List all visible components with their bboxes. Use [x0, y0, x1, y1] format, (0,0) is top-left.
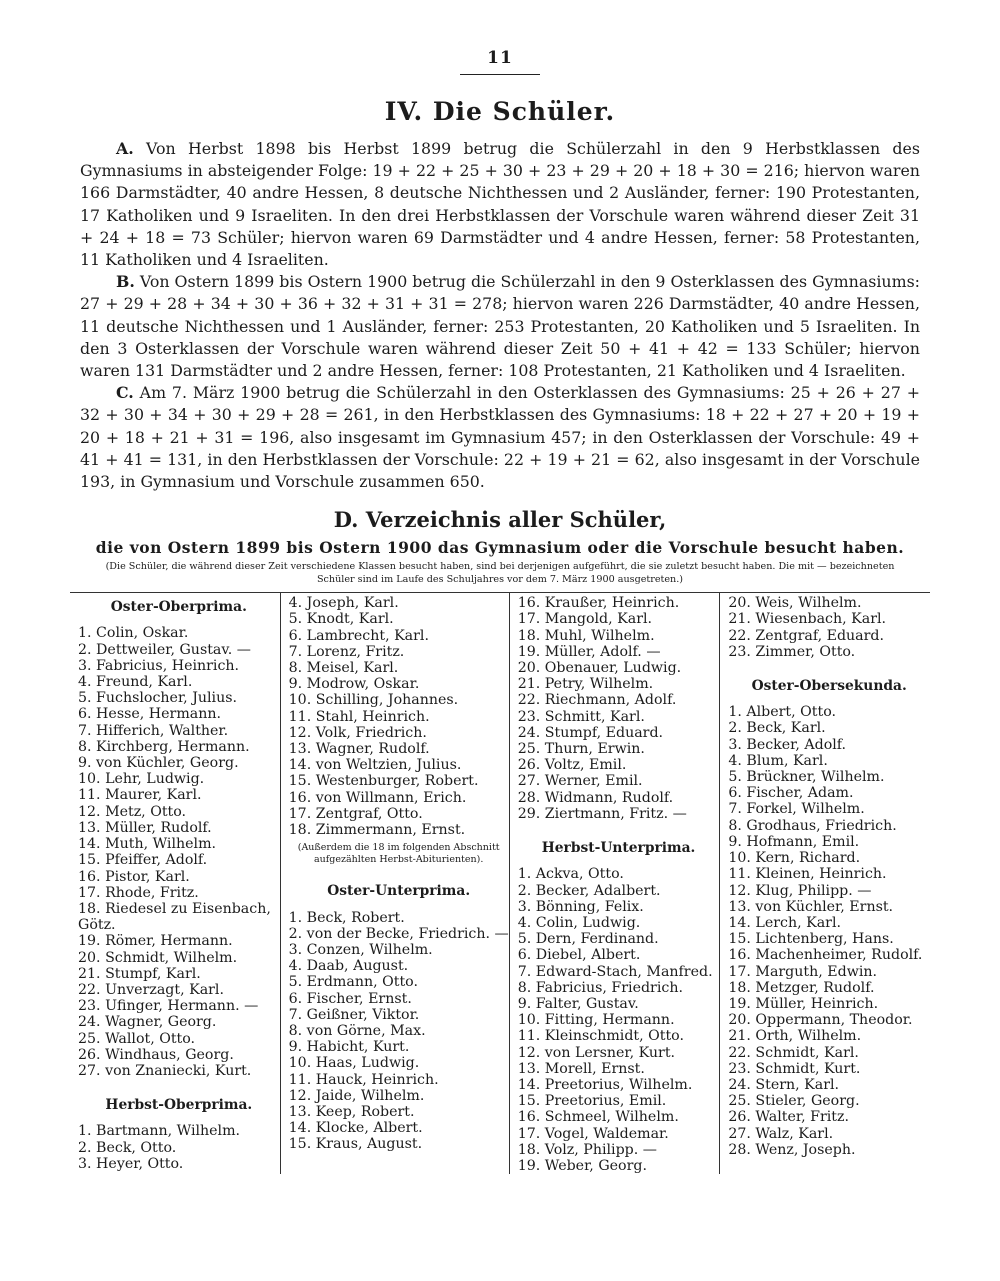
student-entry: 21. Orth, Wilhelm.: [728, 1028, 862, 1045]
student-entry: 9. Falter, Gustav.: [517, 995, 639, 1012]
student-entry: 6. Fischer, Ernst.: [288, 990, 412, 1007]
student-entry: 27. Werner, Emil.: [517, 773, 643, 790]
paragraph: [80, 382, 920, 493]
document-page: [78, 48, 923, 1174]
student-entry: 13. Morell, Ernst.: [517, 1060, 645, 1077]
student-entry: 3. Bönning, Felix.: [517, 898, 644, 915]
student-entry: 4. Freund, Karl.: [78, 674, 193, 691]
paragraph-label: C.: [116, 383, 134, 403]
page-number: 11: [487, 48, 513, 68]
student-entry: 9. Hofmann, Emil.: [728, 833, 860, 850]
student-entry: 16. Machenheimer, Rudolf.: [728, 947, 923, 964]
student-entry: 3. Heyer, Otto.: [78, 1155, 184, 1172]
student-entry: 28. Widmann, Rudolf.: [517, 789, 674, 806]
student-entry: 18. Zimmermann, Ernst.: [288, 822, 466, 839]
student-entry: 16. Kraußer, Heinrich.: [517, 595, 680, 612]
student-entry: 15. Kraus, August.: [288, 1136, 423, 1153]
student-entry: 7. Edward-Stach, Manfred.: [517, 963, 713, 980]
list-subtitle: die von Ostern 1899 bis Ostern 1900 das Gymnasium oder die Vorschule besucht haben.: [95, 538, 905, 558]
student-entry: 14. von Weltzien, Julius.: [288, 757, 462, 774]
student-entry: 5. Knodt, Karl.: [288, 611, 394, 628]
student-entry: 10. Kern, Richard.: [728, 850, 861, 867]
student-entry: 23. Zimmer, Otto.: [728, 643, 856, 660]
student-entry: 2. Beck, Otto.: [78, 1139, 177, 1156]
student-entry: 12. Klug, Philipp. —: [728, 882, 872, 899]
student-entry: 17. Mangold, Karl.: [517, 611, 653, 628]
student-entry: 7. Hifferich, Walther.: [78, 722, 229, 739]
student-entry: 2. von der Becke, Friedrich. —: [288, 925, 509, 942]
student-entry: 10. Fitting, Hermann.: [517, 1012, 675, 1029]
student-entry: 24. Stern, Karl.: [728, 1076, 840, 1093]
student-entry: 14. Muth, Wilhelm.: [78, 836, 217, 853]
student-entry: 22. Schmidt, Karl.: [728, 1044, 859, 1061]
student-entry: 20. Oppermann, Theodor.: [728, 1012, 913, 1029]
student-entry: 14. Lerch, Karl.: [728, 914, 842, 931]
student-entry: 26. Walter, Fritz.: [728, 1109, 849, 1126]
student-entry: 10. Schilling, Johannes.: [288, 692, 459, 709]
student-entry: 5. Dern, Ferdinand.: [517, 931, 659, 948]
student-entry: 25. Thurn, Erwin.: [517, 741, 645, 758]
student-entry: 5. Fuchslocher, Julius.: [78, 690, 238, 707]
student-entry: 4. Blum, Karl.: [728, 752, 828, 769]
student-entry: 12. Volk, Friedrich.: [288, 724, 427, 741]
paragraph-text: Von Ostern 1899 bis Ostern 1900 betrug die Schülerzahl in den 9 Osterklassen des Gymnasiums: 27 + 29 + 28 + 34 + 30 + 36 + 32 + 31 + 31 = 278; hiervon waren 226 Darmstädter, 40 andre Hessen, 11 deutsche Nichthessen und 1 Ausländer, ferner: 253 Protestanten, 20 Katholiken und 5 Israeliten. In den 3 Osterklassen der Vorschule waren während dieser Zeit 50 + 41 + 42 = 133 Schüler; hiervon waren 131 Darmstädter und 2 andre Hessen, ferner: 108 Protestanten, 21 Katholiken und 4 Israeliten.: [80, 272, 920, 381]
student-entry: 26. Windhaus, Georg.: [78, 1046, 234, 1063]
group-note: (Außerdem die 18 im folgenden Abschnitt aufgezählten Herbst-Abiturienten).: [297, 842, 500, 865]
student-entry: 13. Wagner, Rudolf.: [288, 741, 430, 758]
student-lists: [70, 592, 930, 1174]
student-entry: 12. Jaide, Wilhelm.: [288, 1087, 425, 1104]
student-entry: 11. Maurer, Karl.: [78, 787, 202, 804]
student-entry: 19. Müller, Heinrich.: [728, 995, 879, 1012]
student-entry: 7. Geißner, Viktor.: [288, 1006, 420, 1023]
student-entry: 10. Haas, Ludwig.: [288, 1055, 420, 1072]
student-entry: 6. Lambrecht, Karl.: [288, 627, 429, 644]
page-number-rule: [460, 74, 540, 75]
student-entry: 27. Walz, Karl.: [728, 1125, 834, 1142]
student-entry: 2. Becker, Adalbert.: [517, 882, 661, 899]
student-entry: 6. Hesse, Hermann.: [78, 706, 222, 723]
paragraphs: [80, 138, 920, 493]
list-column: [509, 593, 720, 1174]
class-heading: Oster-Oberprima.: [110, 599, 247, 616]
student-entry: 18. Muhl, Wilhelm.: [517, 627, 655, 644]
student-entry: 20. Weis, Wilhelm.: [728, 595, 862, 612]
student-entry: 20. Schmidt, Wilhelm.: [78, 949, 238, 966]
student-entry: 15. Pfeiffer, Adolf.: [78, 852, 208, 869]
paragraph: [80, 271, 920, 382]
student-entry: 1. Albert, Otto.: [728, 704, 836, 721]
student-entry: 6. Fischer, Adam.: [728, 785, 854, 802]
student-entry: 9. von Küchler, Georg.: [78, 755, 239, 772]
student-entry: 9. Modrow, Oskar.: [288, 676, 420, 693]
student-entry: 25. Wallot, Otto.: [78, 1030, 196, 1047]
student-entry: 5. Brückner, Wilhelm.: [728, 769, 885, 786]
class-heading: Oster-Unterprima.: [327, 883, 471, 900]
student-entry: 23. Schmidt, Kurt.: [728, 1060, 861, 1077]
student-entry: 8. Fabricius, Friedrich.: [517, 979, 683, 996]
student-entry: 26. Voltz, Emil.: [517, 757, 627, 774]
list-column: [70, 593, 280, 1174]
student-entry: 25. Stieler, Georg.: [728, 1093, 860, 1110]
student-entry: 11. Hauck, Heinrich.: [288, 1071, 439, 1088]
paragraph-label: B.: [116, 272, 135, 292]
student-entry: 6. Diebel, Albert.: [517, 947, 641, 964]
student-entry: 1. Beck, Robert.: [288, 909, 405, 926]
student-entry: 7. Lorenz, Fritz.: [288, 643, 405, 660]
paragraph-text: Von Herbst 1898 bis Herbst 1899 betrug die Schülerzahl in den 9 Herbstklassen des Gymnasiums in absteigender Folge: 19 + 22 + 25 + 30 + 23 + 29 + 20 + 18 + 30 = 216; hiervon waren 166 Darmstädter, 40 andre Hessen, 8 deutsche Nichthessen und 2 Ausländer, ferner: 190 Protestanten, 17 Katholiken und 9 Israeliten. In den drei Herbstklassen der Vorschule waren während dieser Zeit 31 + 24 + 18 = 73 Schüler; hiervon waren 69 Darmstädter und 4 andre Hessen, ferner: 58 Protestanten, 11 Katholiken und 4 Israeliten.: [80, 139, 920, 270]
list-column: [719, 593, 930, 1174]
class-heading: Herbst-Oberprima.: [105, 1097, 253, 1114]
student-entry: 2. Dettweiler, Gustav. —: [78, 641, 251, 658]
student-entry: 1. Colin, Oskar.: [78, 625, 189, 642]
student-entry: 14. Klocke, Albert.: [288, 1120, 423, 1137]
student-entry: 4. Colin, Ludwig.: [517, 914, 641, 931]
student-entry: 7. Forkel, Wilhelm.: [728, 801, 865, 818]
student-entry: 23. Ufinger, Hermann. —: [78, 998, 259, 1015]
student-entry: 17. Marguth, Edwin.: [728, 963, 878, 980]
student-entry: 17. Zentgraf, Otto.: [288, 805, 423, 822]
student-entry: 16. Pistor, Karl.: [78, 868, 190, 885]
student-entry: 16. von Willmann, Erich.: [288, 789, 467, 806]
student-entry: 21. Stumpf, Karl.: [78, 965, 201, 982]
student-entry: 14. Preetorius, Wilhelm.: [517, 1076, 693, 1093]
section-title: IV. Die Schüler.: [384, 97, 616, 126]
student-entry: 13. Müller, Rudolf.: [78, 819, 212, 836]
student-entry: 3. Becker, Adolf.: [728, 736, 847, 753]
student-entry: 5. Erdmann, Otto.: [288, 974, 418, 991]
student-entry: 1. Ackva, Otto.: [517, 866, 624, 883]
student-entry: 10. Lehr, Ludwig.: [78, 771, 205, 788]
class-heading: Herbst-Unterprima.: [541, 840, 696, 857]
student-entry: 11. Kleinschmidt, Otto.: [517, 1028, 684, 1045]
student-entry: 21. Petry, Wilhelm.: [517, 676, 654, 693]
list-column: [280, 593, 509, 1174]
student-entry: 1. Bartmann, Wilhelm.: [78, 1123, 241, 1140]
student-entry: 15. Preetorius, Emil.: [517, 1093, 667, 1110]
student-entry: 15. Westenburger, Robert.: [288, 773, 479, 790]
student-entry: 4. Joseph, Karl.: [288, 595, 399, 612]
student-entry: 13. von Küchler, Ernst.: [728, 898, 894, 915]
student-entry: 2. Beck, Karl.: [728, 720, 826, 737]
student-entry: 11. Kleinen, Heinrich.: [728, 866, 887, 883]
student-entry: 20. Obenauer, Ludwig.: [517, 660, 682, 677]
student-entry: 4. Daab, August.: [288, 958, 409, 975]
class-heading: Oster-Obersekunda.: [751, 678, 907, 695]
list-title: D. Verzeichnis aller Schüler,: [333, 507, 667, 533]
student-entry: 17. Rhode, Fritz.: [78, 884, 199, 901]
student-entry: 29. Ziertmann, Fritz. —: [517, 805, 687, 822]
student-entry: 24. Stumpf, Eduard.: [517, 724, 664, 741]
student-entry: 17. Vogel, Waldemar.: [517, 1125, 669, 1142]
student-entry: 3. Conzen, Wilhelm.: [288, 941, 433, 958]
student-entry: 22. Riechmann, Adolf.: [517, 692, 677, 709]
student-entry: 21. Wiesenbach, Karl.: [728, 611, 887, 628]
student-entry: 23. Schmitt, Karl.: [517, 708, 645, 725]
paragraph: [80, 138, 920, 271]
student-entry: 22. Unverzagt, Karl.: [78, 981, 224, 998]
list-note: (Die Schüler, die während dieser Zeit verschiedene Klassen besucht haben, sind bei derjenigen aufgeführt, die sie zuletzt besucht haben. Die mit — bezeichneten Schüler sind im Laufe des Schuljahres vor dem 7. März 1900 ausgetreten.): [105, 561, 895, 585]
student-entry: 27. von Znaniecki, Kurt.: [78, 1062, 252, 1079]
student-entry: 18. Volz, Philipp. —: [517, 1141, 657, 1158]
student-entry: 8. Kirchberg, Hermann.: [78, 738, 250, 755]
student-entry: 3. Fabricius, Heinrich.: [78, 657, 240, 674]
student-entry: 12. von Lersner, Kurt.: [517, 1044, 676, 1061]
student-entry: 24. Wagner, Georg.: [78, 1014, 217, 1031]
student-entry: 18. Riedesel zu Eisenbach,: [78, 900, 271, 917]
student-entry: 19. Römer, Hermann.: [78, 933, 233, 950]
student-entry: Götz.: [78, 917, 116, 934]
student-entry: 19. Weber, Georg.: [517, 1157, 647, 1174]
student-entry: 13. Keep, Robert.: [288, 1103, 415, 1120]
student-entry: 15. Lichtenberg, Hans.: [728, 931, 894, 948]
student-entry: 8. Grodhaus, Friedrich.: [728, 817, 897, 834]
student-entry: 28. Wenz, Joseph.: [728, 1141, 856, 1158]
student-entry: 19. Müller, Adolf. —: [517, 643, 661, 660]
student-entry: 8. Meisel, Karl.: [288, 660, 399, 677]
student-entry: 16. Schmeel, Wilhelm.: [517, 1109, 679, 1126]
student-entry: 18. Metzger, Rudolf.: [728, 979, 875, 996]
student-entry: 9. Habicht, Kurt.: [288, 1039, 410, 1056]
student-entry: 12. Metz, Otto.: [78, 803, 187, 820]
student-entry: 11. Stahl, Heinrich.: [288, 708, 430, 725]
paragraph-label: A.: [116, 139, 134, 158]
paragraph-text: Am 7. März 1900 betrug die Schülerzahl in den Osterklassen des Gymnasiums: 25 + 26 + 27 + 32 + 30 + 34 + 30 + 29 + 28 = 261, in den Herbstklassen des Gymnasiums: 18 + 22 + 27 + 20 + 19 + 20 + 18 + 21 + 31 = 196, also insgesamt im Gymnasium 457; in den Osterklassen der Vorschule: 49 + 41 + 41 = 131, in den Herbstklassen der Vorschule: 22 + 19 + 21 = 62, also insgesamt in der Vorschule 193, in Gymnasium und Vorschule zusammen 650.: [80, 383, 920, 492]
student-entry: 22. Zentgraf, Eduard.: [728, 627, 885, 644]
student-entry: 8. von Görne, Max.: [288, 1022, 426, 1039]
